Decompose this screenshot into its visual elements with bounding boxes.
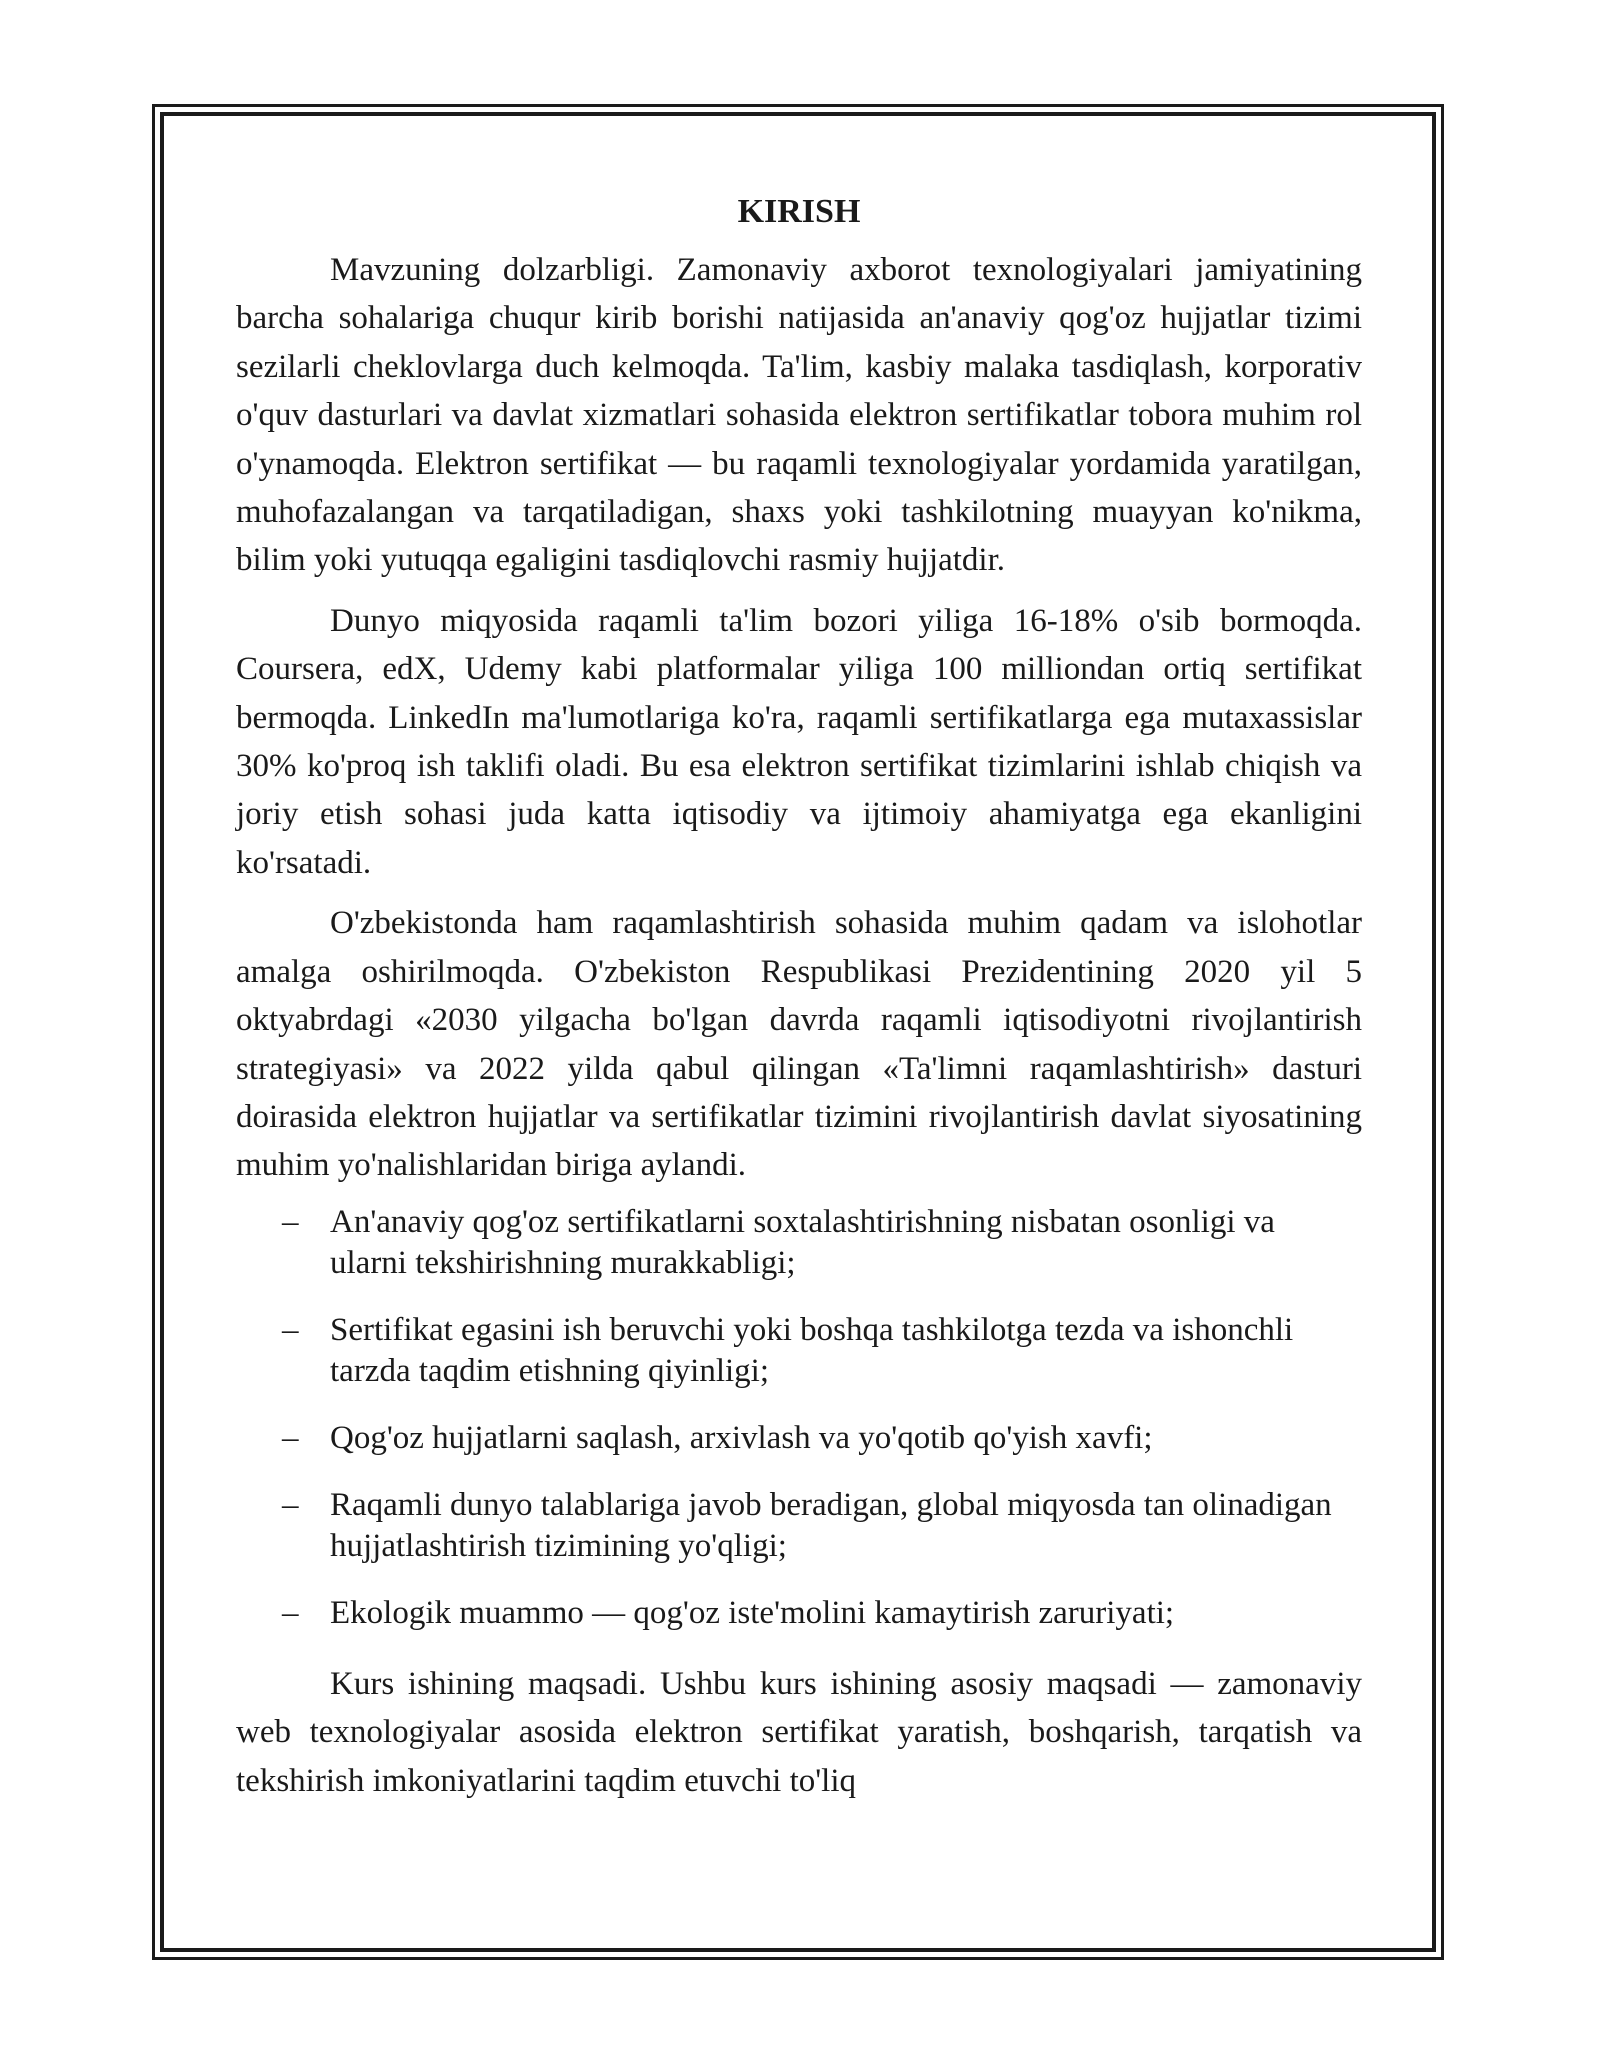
list-item bbox=[236, 1202, 1362, 1284]
dash-bullet-icon: – bbox=[282, 1311, 299, 1348]
paragraph-goal: Kurs ishining maqsadi. Ushbu kurs ishining asosiy maqsadi — zamonaviy web texnologiyalar asosida elektron sertifikat yaratish, boshqarish, tarqatish va tekshirish imkoniyatlarini taqdim etuvchi to'liq bbox=[236, 1665, 1362, 1799]
problems-list bbox=[236, 1202, 1362, 1634]
list-item-text: Ekologik muammo — qog'oz iste'molini kamaytirish zaruriyati; bbox=[330, 1594, 1175, 1631]
list-item-text: Sertifikat egasini ish beruvchi yoki boshqa tashkilotga tezda va ishonchli tarzda taqdim etishning qiyinligi; bbox=[330, 1311, 1294, 1389]
dash-bullet-icon: – bbox=[282, 1419, 299, 1456]
page-title: KIRISH bbox=[737, 193, 861, 230]
document-body bbox=[236, 188, 1362, 1817]
list-item-text: Raqamli dunyo talablariga javob beradigan, global miqyosda tan olinadigan hujjatlashtirish tizimining yo'qligi; bbox=[330, 1486, 1332, 1564]
list-item-text: Qog'oz hujjatlarni saqlash, arxivlash va yo'qotib qo'yish xavfi; bbox=[330, 1419, 1153, 1456]
dash-bullet-icon: – bbox=[282, 1486, 299, 1523]
paragraph-uzbekistan: O'zbekistonda ham raqamlashtirish sohasida muhim qadam va islohotlar amalga oshirilmoqda. O'zbekiston Respublikasi Prezidentining 2020 yil 5 oktyabrdagi «2030 yilgacha bo'lgan davrda raqamli iqtisodiyotni rivojlantirish strategiyasi» va 2022 yilda qabul qilingan «Ta'limni raqamlashtirish» dasturi doirasida elektron hujjatlar va sertifikatlar tizimini rivojlantirish davlat siyosatining muhim yo'nalishlaridan biriga aylandi. bbox=[236, 905, 1362, 1184]
list-item bbox=[236, 1418, 1362, 1459]
list-item bbox=[236, 1593, 1362, 1634]
paragraph-market: Dunyo miqyosida raqamli ta'lim bozori yiliga 16-18% o'sib bormoqda. Coursera, edX, Udemy kabi platformalar yiliga 100 milliondan ortiq sertifikat bermoqda. LinkedIn ma'lumotlariga ko'ra, raqamli sertifikatlarga ega mutaxassislar 30% ko'proq ish taklifi oladi. Bu esa elektron sertifikat tizimlarini ishlab chiqish va joriy etish sohasi juda katta iqtisodiy va ijtimoiy ahamiyatga ega ekanligini ko'rsatadi. bbox=[236, 602, 1362, 881]
dash-bullet-icon: – bbox=[282, 1594, 299, 1631]
list-item-text: An'anaviy qog'oz sertifikatlarni soxtalashtirishning nisbatan osonligi va ularni tekshirishning murakkabligi; bbox=[330, 1203, 1275, 1281]
dash-bullet-icon: – bbox=[282, 1203, 299, 1240]
list-item bbox=[236, 1485, 1362, 1567]
list-item bbox=[236, 1310, 1362, 1392]
paragraph-relevance: Mavzuning dolzarbligi. Zamonaviy axborot texnologiyalari jamiyatining barcha sohalariga chuqur kirib borishi natijasida an'anaviy qog'oz hujjatlar tizimi sezilarli cheklovlarga duch kelmoqda. Ta'lim, kasbiy malaka tasdiqlash, korporativ o'quv dasturlari va davlat xizmatlari sohasida elektron sertifikatlar tobora muhim rol o'ynamoqda. Elektron sertifikat — bu raqamli texnologiyalar yordamida yaratilgan, muhofazalangan va tarqatiladigan, shaxs yoki tashkilotning muayyan ko'nikma, bilim yoki yutuqqa egaligini tasdiqlovchi rasmiy hujjatdir. bbox=[236, 252, 1362, 579]
